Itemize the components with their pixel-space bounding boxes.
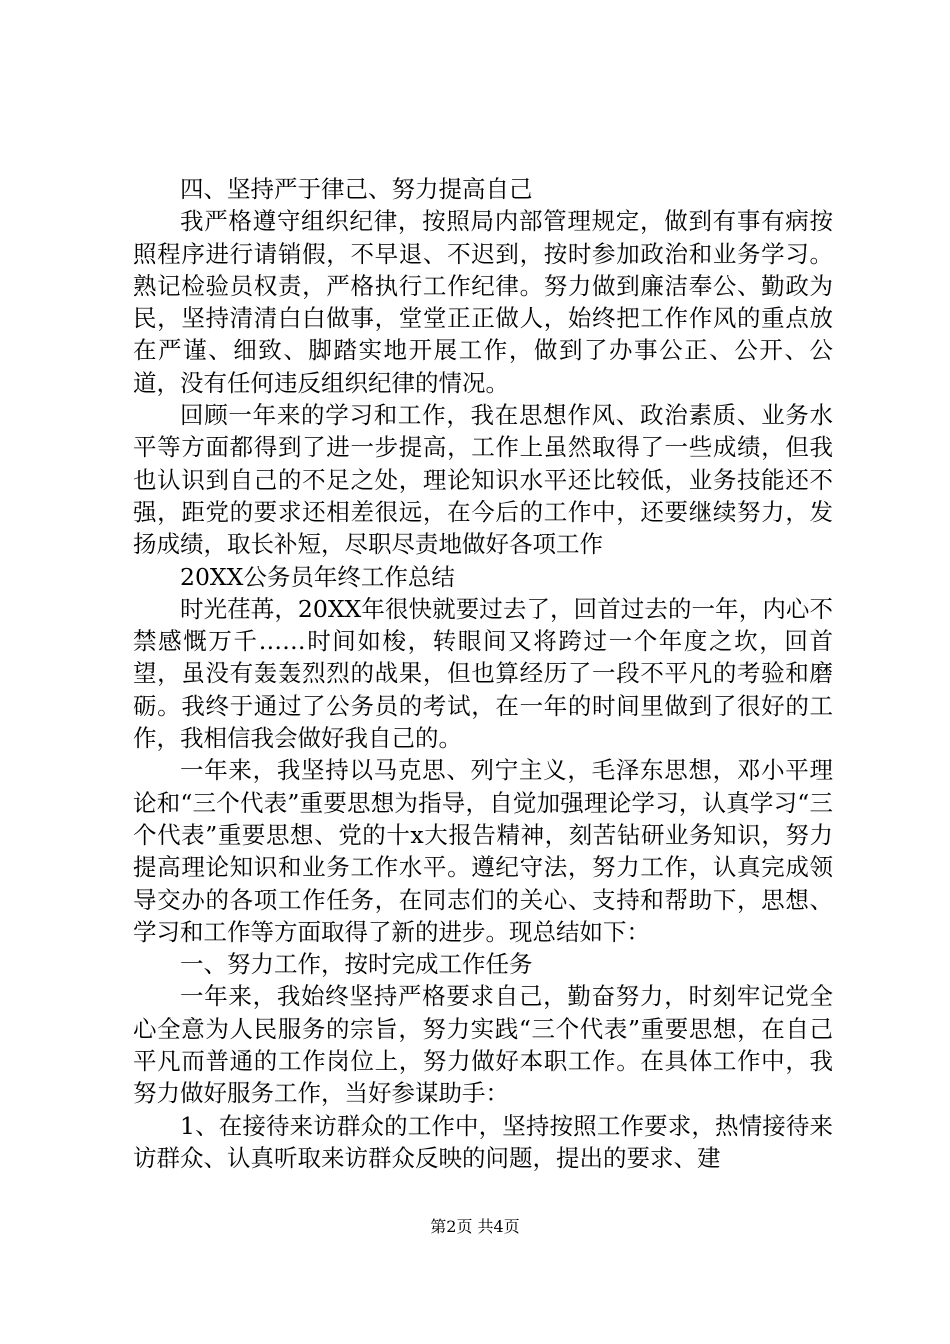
paragraph-review: 回顾一年来的学习和工作，我在思想作风、政治素质、业务水平等方面都得到了进一步提高，工作上虽然取得了一些成绩，但我也认识到自己的不足之处，理论知识水平还比较低，业务技能还不强，距党的要求还相差很远，在今后的工作中，还要继续努力，发扬成绩，取长补短，尽职尽责地做好各项工作 — [133, 401, 833, 559]
page-number-footer: 第2页 共4页 — [430, 1217, 520, 1236]
paragraph-strict: 一年来，我始终坚持严格要求自己，勤奋努力，时刻牢记党全心全意为人民服务的宗旨，努力实践“三个代表”重要思想，在自己平凡而普通的工作岗位上，努力做好本职工作。在具体工作中，我努力做好服务工作，当好参谋助手： — [133, 982, 833, 1108]
document-title-2: 20XX公务员年终工作总结 — [180, 562, 455, 591]
paragraph-year: 一年来，我坚持以马克思、列宁主义，毛泽东思想，邓小平理论和“三个代表”重要思想为指导，自觉加强理论学习，认真学习“三个代表”重要思想、党的十x大报告精神，刻苦钻研业务知识，努力提高理论知识和业务工作水平。遵纪守法，努力工作，认真完成领导交办的各项工作任务，在同志们的关心、支持和帮助下，思想、学习和工作等方面取得了新的进步。现总结如下： — [133, 756, 833, 946]
section-heading-4: 四、坚持严于律己、努力提高自己 — [180, 175, 533, 203]
paragraph-time: 时光荏苒，20XX年很快就要过去了，回首过去的一年，内心不禁感慨万千……时间如梭，转眼间又将跨过一个年度之坎，回首望，虽没有轰轰烈烈的战果，但也算经历了一段不平凡的考验和磨砺。我终于通过了公务员的考试，在一年的时间里做到了很好的工作，我相信我会做好我自己的。 — [133, 594, 833, 753]
paragraph-item-1: 1、在接待来访群众的工作中，坚持按照工作要求，热情接待来访群众、认真听取来访群众反映的问题，提出的要求、建 — [133, 1111, 833, 1172]
section-heading-1: 一、努力工作，按时完成工作任务 — [180, 950, 533, 979]
document-body — [133, 173, 833, 1174]
paragraph-discipline: 我严格遵守组织纪律，按照局内部管理规定，做到有事有病按照程序进行请销假，不早退、不迟到，按时参加政治和业务学习。熟记检验员权责，严格执行工作纪律。努力做到廉洁奉公、勤政为民，坚持清清白白做事，堂堂正正做人，始终把工作作风的重点放在严谨、细致、脚踏实地开展工作，做到了办事公正、公开、公道，没有任何违反组织纪律的情况。 — [133, 207, 833, 397]
